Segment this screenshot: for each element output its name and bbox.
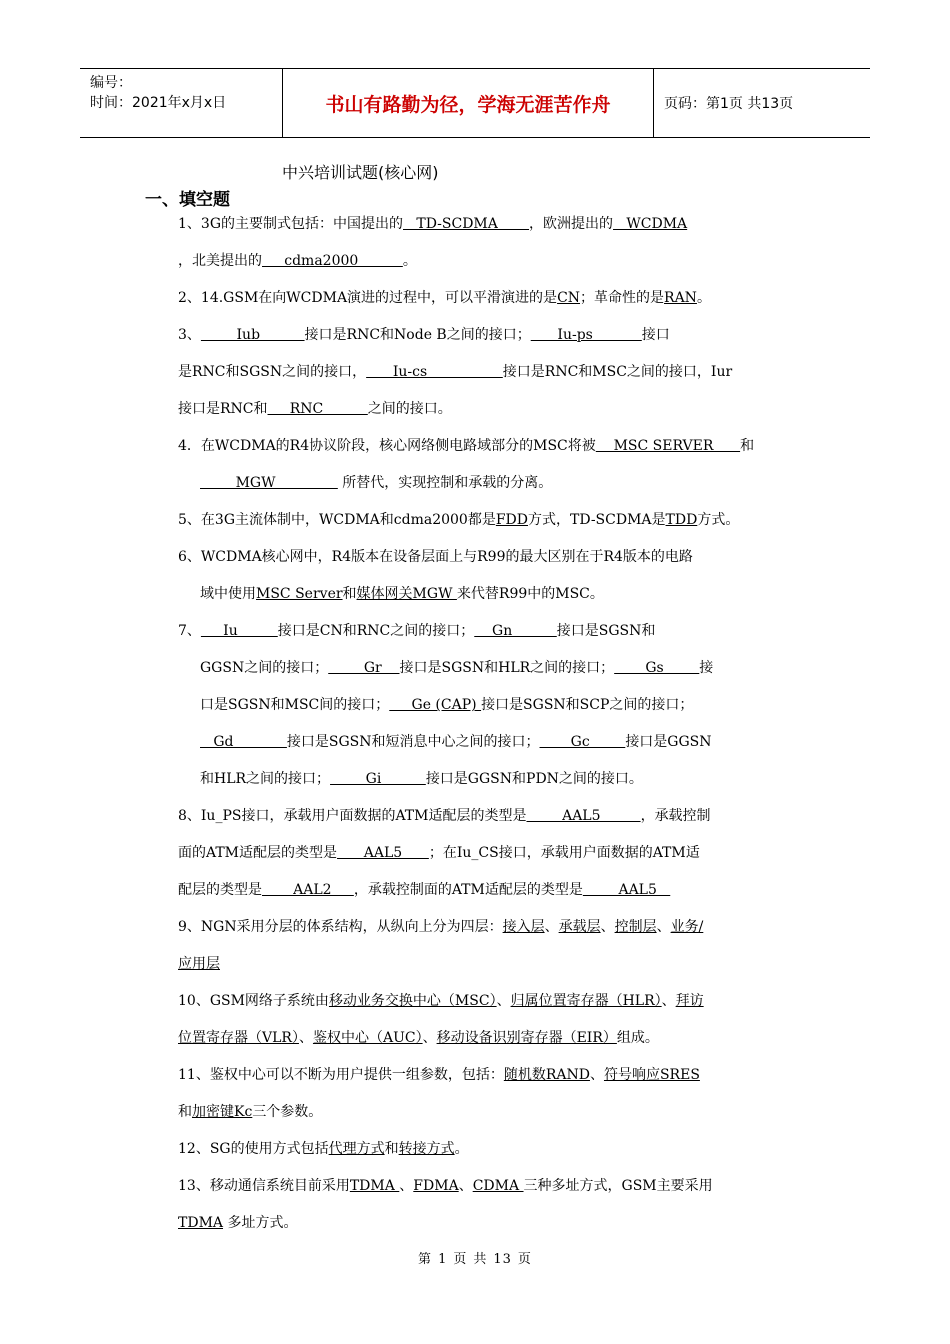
question-line — [178, 687, 806, 724]
question-line — [178, 835, 806, 872]
footer-text: 页 — [517, 1252, 532, 1267]
question-text: 配层的类型是 — [178, 882, 262, 898]
page-footer — [0, 1248, 950, 1267]
question-line — [178, 613, 806, 650]
answer-blank: AAL2 — [262, 882, 354, 898]
answer-blank: AAL5 — [582, 882, 671, 898]
header-page-info: 页码：第1页 共13页 — [664, 96, 794, 112]
question-line — [178, 539, 806, 576]
answer-blank: Gc — [539, 734, 626, 750]
question-text: 方式。 — [697, 512, 740, 528]
question-text: 接口是RNC和MSC之间的接口，Iur — [502, 364, 733, 380]
question-line — [178, 909, 806, 946]
answer-blank: Gd — [200, 734, 287, 750]
question-text: 11、鉴权中心可以不断为用户提供一组参数，包括： — [178, 1067, 504, 1083]
question-line — [178, 428, 806, 465]
question-text: 所替代，实现控制和承载的分离。 — [337, 475, 553, 491]
question-text: ，承载控制面的ATM适配层的类型是 — [353, 882, 583, 898]
question-line — [178, 872, 806, 909]
footer-text: 共 — [473, 1252, 488, 1267]
question-text: 、 — [399, 1178, 414, 1194]
question-text: 多址方式。 — [223, 1215, 298, 1231]
question-line — [178, 761, 806, 798]
answer-blank: 业务/ — [670, 919, 704, 935]
question-line — [178, 946, 806, 983]
question-text: 是RNC和SGSN之间的接口， — [178, 364, 367, 380]
question-text: 13、移动通信系统目前采用 — [178, 1178, 350, 1194]
question-line — [178, 576, 806, 613]
answer-blank: Gn — [474, 623, 557, 639]
question-text: 三种多址方式，GSM主要采用 — [523, 1178, 713, 1194]
answer-blank: 鉴权中心（AUC） — [312, 1030, 423, 1046]
question-text: 4．在WCDMA的R4协议阶段，核心网络侧电路域部分的MSC将被 — [178, 438, 596, 454]
answer-blank: MSC SERVER — [595, 438, 741, 454]
answer-blank: TDMA — [349, 1178, 400, 1194]
question-text: 组成。 — [616, 1030, 659, 1046]
question-text: 6、WCDMA核心网中，R4版本在设备层面上与R99的最大区别在于R4版本的电路 — [178, 549, 693, 565]
question-text: 来代替R99中的MSC。 — [456, 586, 604, 602]
question-text: 域中使用 — [200, 586, 256, 602]
question-text: 接口是GGSN和PDN之间的接口。 — [425, 771, 643, 787]
question-text: 、 — [458, 1178, 473, 1194]
answer-blank: FDMA — [413, 1178, 459, 1194]
answer-blank: RNC — [267, 401, 368, 417]
answer-blank: 承载层 — [558, 919, 601, 935]
question-text: GGSN之间的接口； — [200, 660, 329, 676]
question-text: 口是SGSN和MSC间的接口； — [200, 697, 390, 713]
question-line — [178, 1205, 806, 1242]
question-line — [178, 206, 806, 243]
answer-blank: 归属位置寄存器（HLR） — [510, 993, 662, 1009]
question-line — [178, 1057, 806, 1094]
question-text: ；在Iu_CS接口，承载用户面数据的ATM适 — [428, 845, 700, 861]
answer-blank: CN — [557, 290, 581, 306]
question-line — [178, 354, 806, 391]
question-text: 8、Iu_PS接口，承载用户面数据的ATM适配层的类型是 — [178, 808, 527, 824]
question-text: 5、在3G主流体制中，WCDMA和cdma2000都是 — [178, 512, 496, 528]
answer-blank: 接入层 — [502, 919, 545, 935]
answer-blank: MSC Server — [256, 586, 343, 602]
question-text: 7、 — [178, 623, 201, 639]
question-text: 和HLR之间的接口； — [200, 771, 331, 787]
answer-blank: RAN — [664, 290, 697, 306]
answer-blank: 控制层 — [614, 919, 657, 935]
question-text: 、 — [298, 1030, 313, 1046]
answer-blank: Ge (CAP) — [389, 697, 482, 713]
question-text: 接口是RNC和Node B之间的接口； — [304, 327, 531, 343]
answer-blank: Gr — [328, 660, 400, 676]
answer-blank: 位置寄存器（VLR） — [178, 1030, 299, 1046]
question-text: 三个参数。 — [252, 1104, 323, 1120]
number-label: 编号： — [90, 75, 132, 91]
question-line — [178, 983, 806, 1020]
question-text: 12、SG的使用方式包括 — [178, 1141, 329, 1157]
time-label: 时间：2021年x月x日 — [90, 95, 227, 111]
question-text: ，北美提出的 — [178, 253, 262, 269]
question-text: 接 — [699, 660, 714, 676]
answer-blank: Gs — [614, 660, 700, 676]
question-text: 接口是GGSN — [625, 734, 712, 750]
question-text: 面的ATM适配层的类型是 — [178, 845, 338, 861]
answer-blank: 符号响应SRES — [603, 1067, 700, 1083]
page-header — [80, 68, 870, 138]
question-line — [178, 1168, 806, 1205]
answer-blank: 转接方式 — [398, 1141, 455, 1157]
answer-blank: 代理方式 — [328, 1141, 385, 1157]
question-text: 、 — [661, 993, 676, 1009]
answer-blank: TDMA — [178, 1215, 224, 1231]
question-text: 方式，TD-SCDMA是 — [528, 512, 666, 528]
answer-blank: Iu-ps — [530, 327, 642, 343]
question-text: 。 — [696, 290, 711, 306]
question-text: ，承载控制 — [640, 808, 711, 824]
question-text: 10、GSM网络子系统由 — [178, 993, 329, 1009]
answer-blank: Iu-cs — [366, 364, 503, 380]
question-line — [178, 391, 806, 428]
answer-blank: 移动业务交换中心（MSC） — [328, 993, 497, 1009]
question-text: 之间的接口。 — [367, 401, 452, 417]
question-text: 、 — [496, 993, 511, 1009]
answer-blank: MGW — [200, 475, 338, 491]
document-title: 中兴培训试题(核心网) — [282, 163, 439, 182]
answer-blank: 媒体网关MGW — [356, 586, 457, 602]
question-text: 接口是SGSN和HLR之间的接口； — [399, 660, 615, 676]
answer-blank: Gi — [330, 771, 426, 787]
answer-blank: cdma2000 — [262, 253, 403, 269]
answer-blank: 随机数RAND — [503, 1067, 590, 1083]
question-text: 9、NGN采用分层的体系结构，从纵向上分为四层： — [178, 919, 503, 935]
question-text: 和 — [740, 438, 755, 454]
question-body — [178, 206, 806, 1242]
question-line — [178, 243, 806, 280]
question-line — [178, 650, 806, 687]
question-text: ，欧洲提出的 — [529, 216, 614, 232]
question-text: 、 — [589, 1067, 604, 1083]
answer-blank: TD-SCDMA — [403, 216, 530, 232]
question-text: 1、3G的主要制式包括：中国提出的 — [178, 216, 403, 232]
question-line — [178, 724, 806, 761]
question-line — [178, 502, 806, 539]
question-text: 和 — [342, 586, 357, 602]
footer-page-number: 1 — [438, 1252, 448, 1267]
answer-blank: Iub — [200, 327, 305, 343]
header-meta — [80, 69, 282, 137]
question-text: 。 — [402, 253, 417, 269]
question-line — [178, 1094, 806, 1131]
answer-blank: 加密键Kc — [192, 1104, 253, 1120]
answer-blank: AAL5 — [526, 808, 641, 824]
question-text: 、 — [544, 919, 559, 935]
answer-blank: WCDMA — [613, 216, 688, 232]
question-text: 和 — [178, 1104, 192, 1120]
header-motto: 书山有路勤为径，学海无涯苦作舟 — [282, 69, 654, 137]
question-text: 和 — [384, 1141, 399, 1157]
question-text: 接口是RNC和 — [178, 401, 268, 417]
answer-blank: 移动设备识别寄存器（EIR） — [436, 1030, 617, 1046]
question-text: 接口是SGSN和SCP之间的接口； — [481, 697, 694, 713]
section-title: 一、填空题 — [145, 190, 230, 210]
answer-blank: TDD — [665, 512, 698, 528]
question-text: 2、14.GSM在向WCDMA演进的过程中，可以平滑演进的是 — [178, 290, 558, 306]
footer-total-pages: 13 — [493, 1252, 512, 1267]
footer-text: 页 — [453, 1252, 468, 1267]
footer-text: 第 — [418, 1252, 433, 1267]
question-text: 接口 — [641, 327, 670, 343]
answer-blank: 应用层 — [178, 956, 220, 972]
question-line — [178, 798, 806, 835]
question-text: 接口是CN和RNC之间的接口； — [277, 623, 475, 639]
answer-blank: AAL5 — [337, 845, 429, 861]
answer-blank: FDD — [495, 512, 528, 528]
answer-blank: CDMA — [472, 1178, 524, 1194]
question-text: 3、 — [178, 327, 201, 343]
answer-blank: 拜访 — [675, 993, 704, 1009]
question-text: 接口是SGSN和 — [556, 623, 656, 639]
question-line — [178, 465, 806, 502]
question-line — [178, 1131, 806, 1168]
question-text: 、 — [422, 1030, 437, 1046]
question-line — [178, 317, 806, 354]
question-text: 、 — [600, 919, 615, 935]
question-line — [178, 280, 806, 317]
question-line — [178, 1020, 806, 1057]
question-text: 、 — [656, 919, 671, 935]
answer-blank: Iu — [200, 623, 278, 639]
question-text: 。 — [454, 1141, 469, 1157]
question-text: 接口是SGSN和短消息中心之间的接口； — [286, 734, 540, 750]
question-text: ；革命性的是 — [580, 290, 665, 306]
